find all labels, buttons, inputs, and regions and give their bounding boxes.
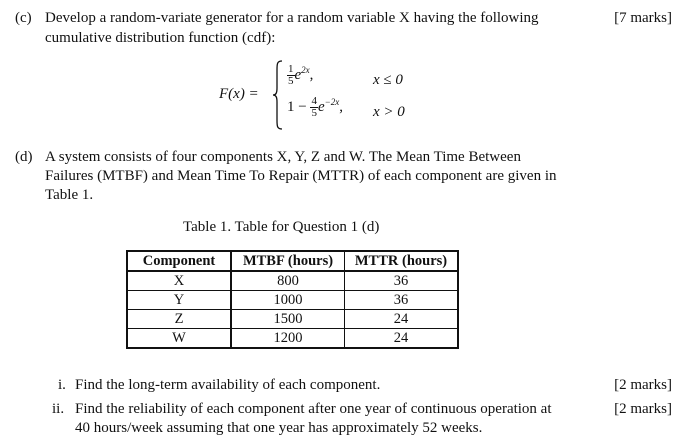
cell-component: X	[127, 271, 231, 291]
header-mttr: MTTR (hours)	[345, 251, 459, 271]
case1-fraction	[287, 64, 295, 87]
part-c-label: (c)	[15, 10, 32, 26]
cdf-case1: $\frac{1}{5}$ $e^{2x}$,	[288, 63, 314, 87]
cell-mtbf: 1500	[231, 310, 345, 329]
header-mtbf: MTBF (hours)	[231, 251, 345, 271]
part-d-label: (d)	[15, 149, 33, 165]
cdf-lhs: F(x) =	[219, 86, 259, 102]
cell-component: Z	[127, 310, 231, 329]
question-ii-text: Find the reliability of each component after one year of continuous operation at	[75, 401, 552, 417]
cell-mttr: 36	[345, 291, 459, 310]
case1-num: 1	[288, 63, 294, 75]
cdf-case2: 1 − $\frac{4}{5}$ $e^{-2x}$,	[287, 95, 343, 119]
cell-mtbf: 1200	[231, 329, 345, 349]
header-component: Component	[127, 251, 231, 271]
left-brace	[272, 60, 284, 130]
question-i-marks: [2 marks]	[614, 377, 672, 393]
part-c-line2: cumulative distribution function (cdf):	[45, 30, 276, 46]
case1-base: e	[294, 66, 302, 83]
case1-condition: x ≤ 0	[373, 72, 403, 88]
question-i-label: i.	[58, 377, 66, 393]
cell-component: W	[127, 329, 231, 349]
case2-den: 5	[311, 107, 317, 119]
part-c-marks: [7 marks]	[614, 10, 672, 26]
case2-base: e	[317, 98, 325, 115]
mtbf-mttr-table	[126, 250, 459, 349]
question-ii-label: ii.	[52, 401, 65, 417]
part-c-line1: Develop a random-variate generator for a random variable X having the following	[45, 10, 539, 26]
cell-mtbf: 1000	[231, 291, 345, 310]
case2-condition: x > 0	[373, 104, 405, 120]
cell-mttr: 36	[345, 271, 459, 291]
table-row	[127, 271, 458, 291]
question-i-text: Find the long-term availability of each component.	[75, 377, 381, 393]
table-row	[127, 329, 458, 349]
table-caption: Table 1. Table for Question 1 (d)	[183, 219, 380, 235]
table-row	[127, 291, 458, 310]
cell-mttr: 24	[345, 310, 459, 329]
case1-exp: 2x	[301, 64, 310, 75]
part-d-line1: A system consists of four components X, Y, Z and W. The Mean Time Between	[45, 149, 521, 165]
cell-component: Y	[127, 291, 231, 310]
cell-mttr: 24	[345, 329, 459, 349]
table-row	[127, 310, 458, 329]
part-d-line2: Failures (MTBF) and Mean Time To Repair (MTTR) of each component are given in	[45, 168, 557, 184]
part-d-line3: Table 1.	[45, 187, 94, 203]
question-ii-marks: [2 marks]	[614, 401, 672, 417]
question-ii-text2: 40 hours/week assuming that one year has approximately 52 weeks.	[75, 420, 483, 436]
case1-den: 5	[288, 75, 294, 87]
case2-num: 4	[311, 95, 317, 107]
table-header-row	[127, 251, 458, 271]
cell-mtbf: 800	[231, 271, 345, 291]
case2-fraction	[310, 96, 318, 119]
case2-exp: −2x	[324, 96, 340, 107]
case2-prefix: 1 −	[287, 98, 307, 115]
